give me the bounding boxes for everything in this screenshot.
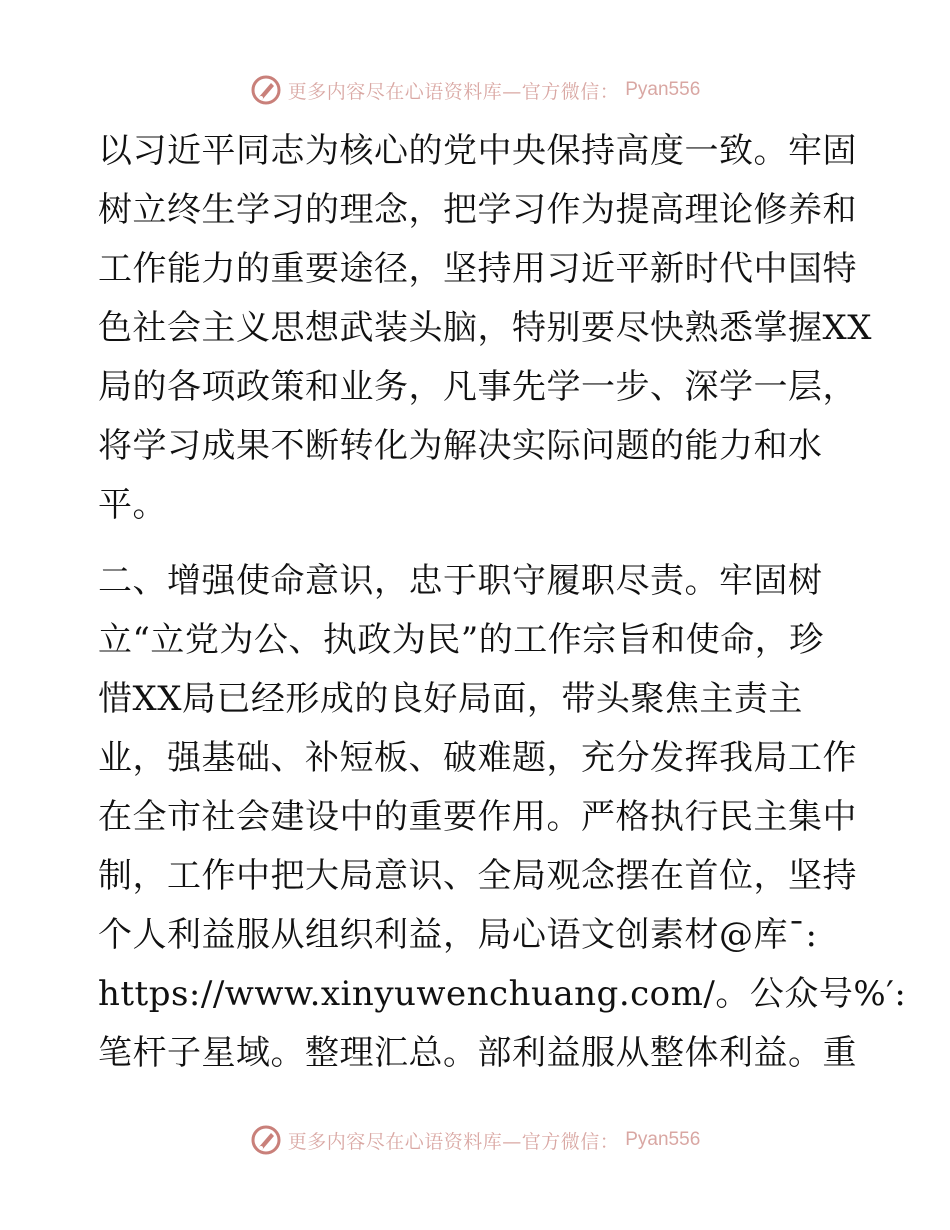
text-line: 个人利益服从组织利益，局心语文创素材@库¯:	[98, 915, 818, 955]
paragraph-2	[98, 552, 907, 1083]
text-line: 局的各项政策和业务，凡事先学一步、深学一层，	[98, 367, 857, 407]
text-line: 色社会主义思想武装头脑，特别要尽快熟悉掌握XX	[98, 308, 872, 348]
text-line: https://www.xinyuwenchuang.com/。公众号%′:	[98, 974, 907, 1014]
pen-logo-icon	[250, 1124, 282, 1156]
text-line: 制，工作中把大局意识、全局观念摆在首位，坚持	[98, 856, 857, 896]
text-line: 以习近平同志为核心的党中央保持高度一致。牢固	[98, 131, 857, 171]
text-line: 将学习成果不断转化为解决实际问题的能力和水	[98, 426, 823, 466]
watermark-id: Pyan556	[625, 79, 701, 100]
footer-watermark	[0, 1120, 950, 1160]
watermark-id: Pyan556	[625, 1129, 701, 1150]
text-line: 笔杆子星域。整理汇总。部利益服从整体利益。重	[98, 1033, 857, 1073]
text-line: 业，强基础、补短板、破难题，充分发挥我局工作	[98, 738, 857, 778]
text-line: 二、增强使命意识，忠于职守履职尽责。牢固树	[98, 561, 823, 601]
document-body	[98, 122, 907, 1083]
watermark-text: 更多内容尽在心语资料库—官方微信：	[287, 80, 620, 103]
text-line: 工作能力的重要途径，坚持用习近平新时代中国特	[98, 249, 857, 289]
text-line: 平。	[98, 485, 167, 525]
header-watermark	[0, 70, 950, 110]
text-line: 立“立党为公、执政为民”的工作宗旨和使命，珍	[98, 620, 824, 660]
watermark-text: 更多内容尽在心语资料库—官方微信：	[287, 1130, 620, 1153]
pen-logo-icon	[250, 74, 282, 106]
text-line: 树立终生学习的理念，把学习作为提高理论修养和	[98, 190, 857, 230]
paragraph-1	[98, 122, 872, 535]
text-line: 在全市社会建设中的重要作用。严格执行民主集中	[98, 797, 857, 837]
text-line: 惜XX局已经形成的良好局面，带头聚焦主责主	[98, 679, 803, 719]
paragraph-gap	[98, 535, 858, 552]
